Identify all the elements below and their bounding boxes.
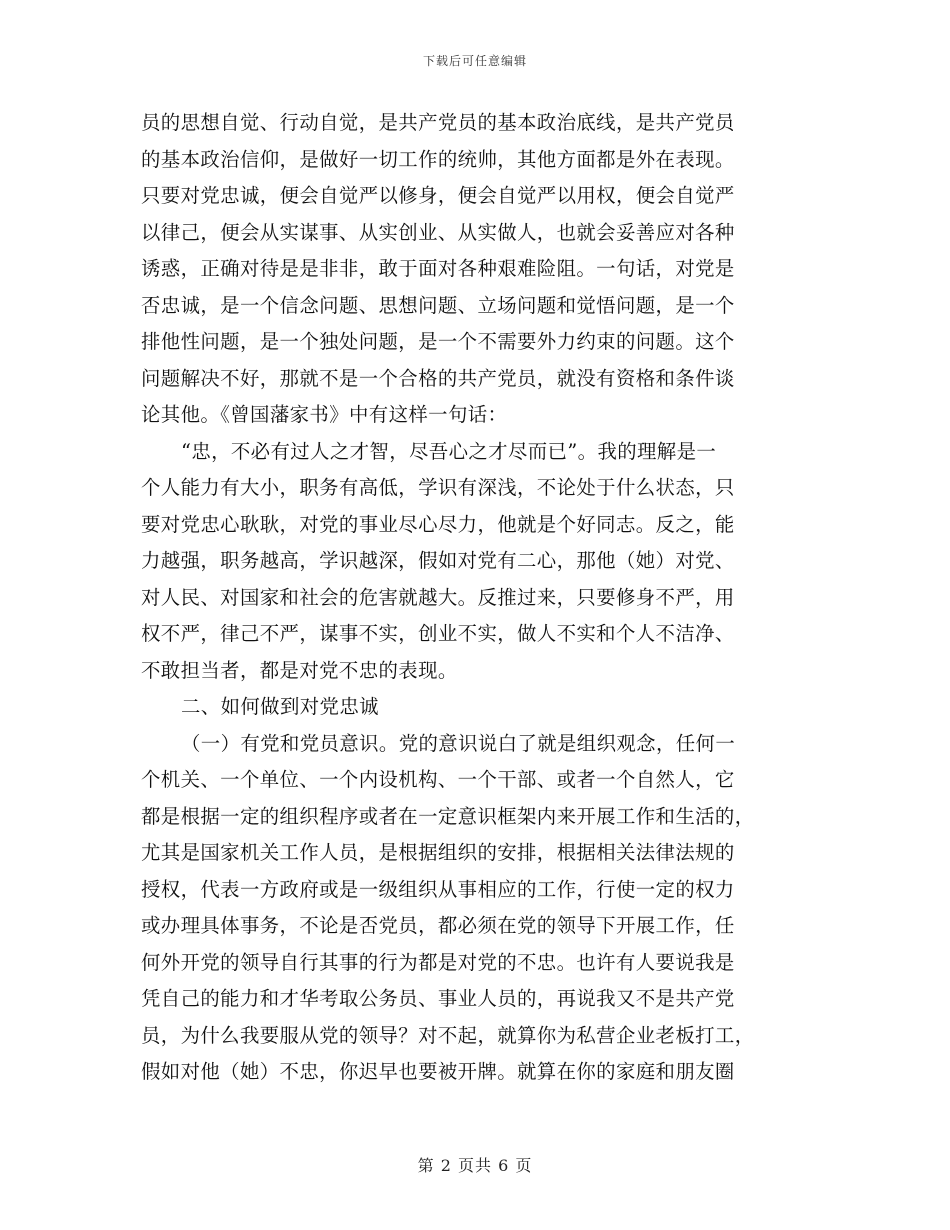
- text-line: 个人能力有大小，职务有高低，学识有深浅，不论处于什么状态，只: [141, 476, 735, 499]
- text-line: 问题解决不好，那就不是一个合格的共产党员，就没有资格和条件谈: [141, 366, 735, 390]
- paragraph-start-line: “忠，不必有过人之才智，尽吾心之才尽而已”。我的理解是一: [181, 439, 717, 463]
- text-line: 权不严，律己不严，谋事不实，创业不实，做人不实和个人不洁净、: [141, 622, 735, 645]
- document-body: [141, 105, 809, 1091]
- text-line: 否忠诚，是一个信念问题、思想问题、立场问题和觉悟问题，是一个: [141, 293, 735, 317]
- page-footer: 第 2 页共 6 页: [417, 1156, 533, 1175]
- paragraph-start-line: （一）有党和党员意识。党的意识说白了就是组织观念，任何一: [181, 731, 736, 755]
- text-line: 个机关、一个单位、一个内设机构、一个干部、或者一个自然人，它: [141, 768, 735, 791]
- text-line: 授权，代表一方政府或是一级组织从事相应的工作，行使一定的权力: [141, 877, 735, 901]
- text-line: 不敢担当者，都是对党不忠的表现。: [141, 658, 458, 682]
- text-line: 何外开党的领导自行其事的行为都是对党的不忠。也许有人要说我是: [141, 950, 735, 974]
- section-heading: 二、如何做到对党忠诚: [181, 695, 379, 718]
- text-line: 只要对党忠诚，便会自觉严以修身，便会自觉严以用权，便会自觉严: [141, 184, 735, 207]
- text-line: 排他性问题，是一个独处问题，是一个不需要外力约束的问题。这个: [141, 330, 735, 353]
- text-line: 力越强，职务越高，学识越深，假如对党有二心，那他（她）对党、: [141, 549, 735, 572]
- text-line: 假如对他（她）不忠，你迟早也要被开牌。就算在你的家庭和朋友圈: [141, 1060, 735, 1083]
- text-line: 以律己，便会从实谋事、从实创业、从实做人，也就会妥善应对各种: [141, 220, 735, 244]
- text-line: 的基本政治信仰，是做好一切工作的统帅，其他方面都是外在表现。: [141, 147, 735, 171]
- text-line: 诱惑，正确对待是是非非，敢于面对各种艰难险阻。一句话，对党是: [141, 257, 735, 280]
- text-line: 对人民、对国家和社会的危害就越大。反推过来，只要修身不严，用: [141, 585, 735, 609]
- text-line: 员，为什么我要服从党的领导？对不起，就算你为私营企业老板打工，: [141, 1023, 755, 1047]
- text-line: 凭自己的能力和才华考取公务员、事业人员的，再说我又不是共产党: [141, 987, 735, 1010]
- text-line: 员的思想自觉、行动自觉，是共产党员的基本政治底线，是共产党员: [141, 111, 735, 134]
- page-header: 下载后可任意编辑: [422, 54, 527, 68]
- text-line: 都是根据一定的组织程序或者在一定意识框架内来开展工作和生活的，: [141, 804, 755, 828]
- text-line: 要对党忠心耿耿，对党的事业尽心尽力，他就是个好同志。反之，能: [141, 512, 735, 536]
- text-line: 尤其是国家机关工作人员，是根据组织的安排，根据相关法律法规的: [141, 841, 735, 864]
- text-line: 论其他。《曾国藩家书》中有这样一句话：: [141, 403, 508, 426]
- text-line: 或办理具体事务，不论是否党员，都必须在党的领导下开展工作，任: [141, 914, 735, 937]
